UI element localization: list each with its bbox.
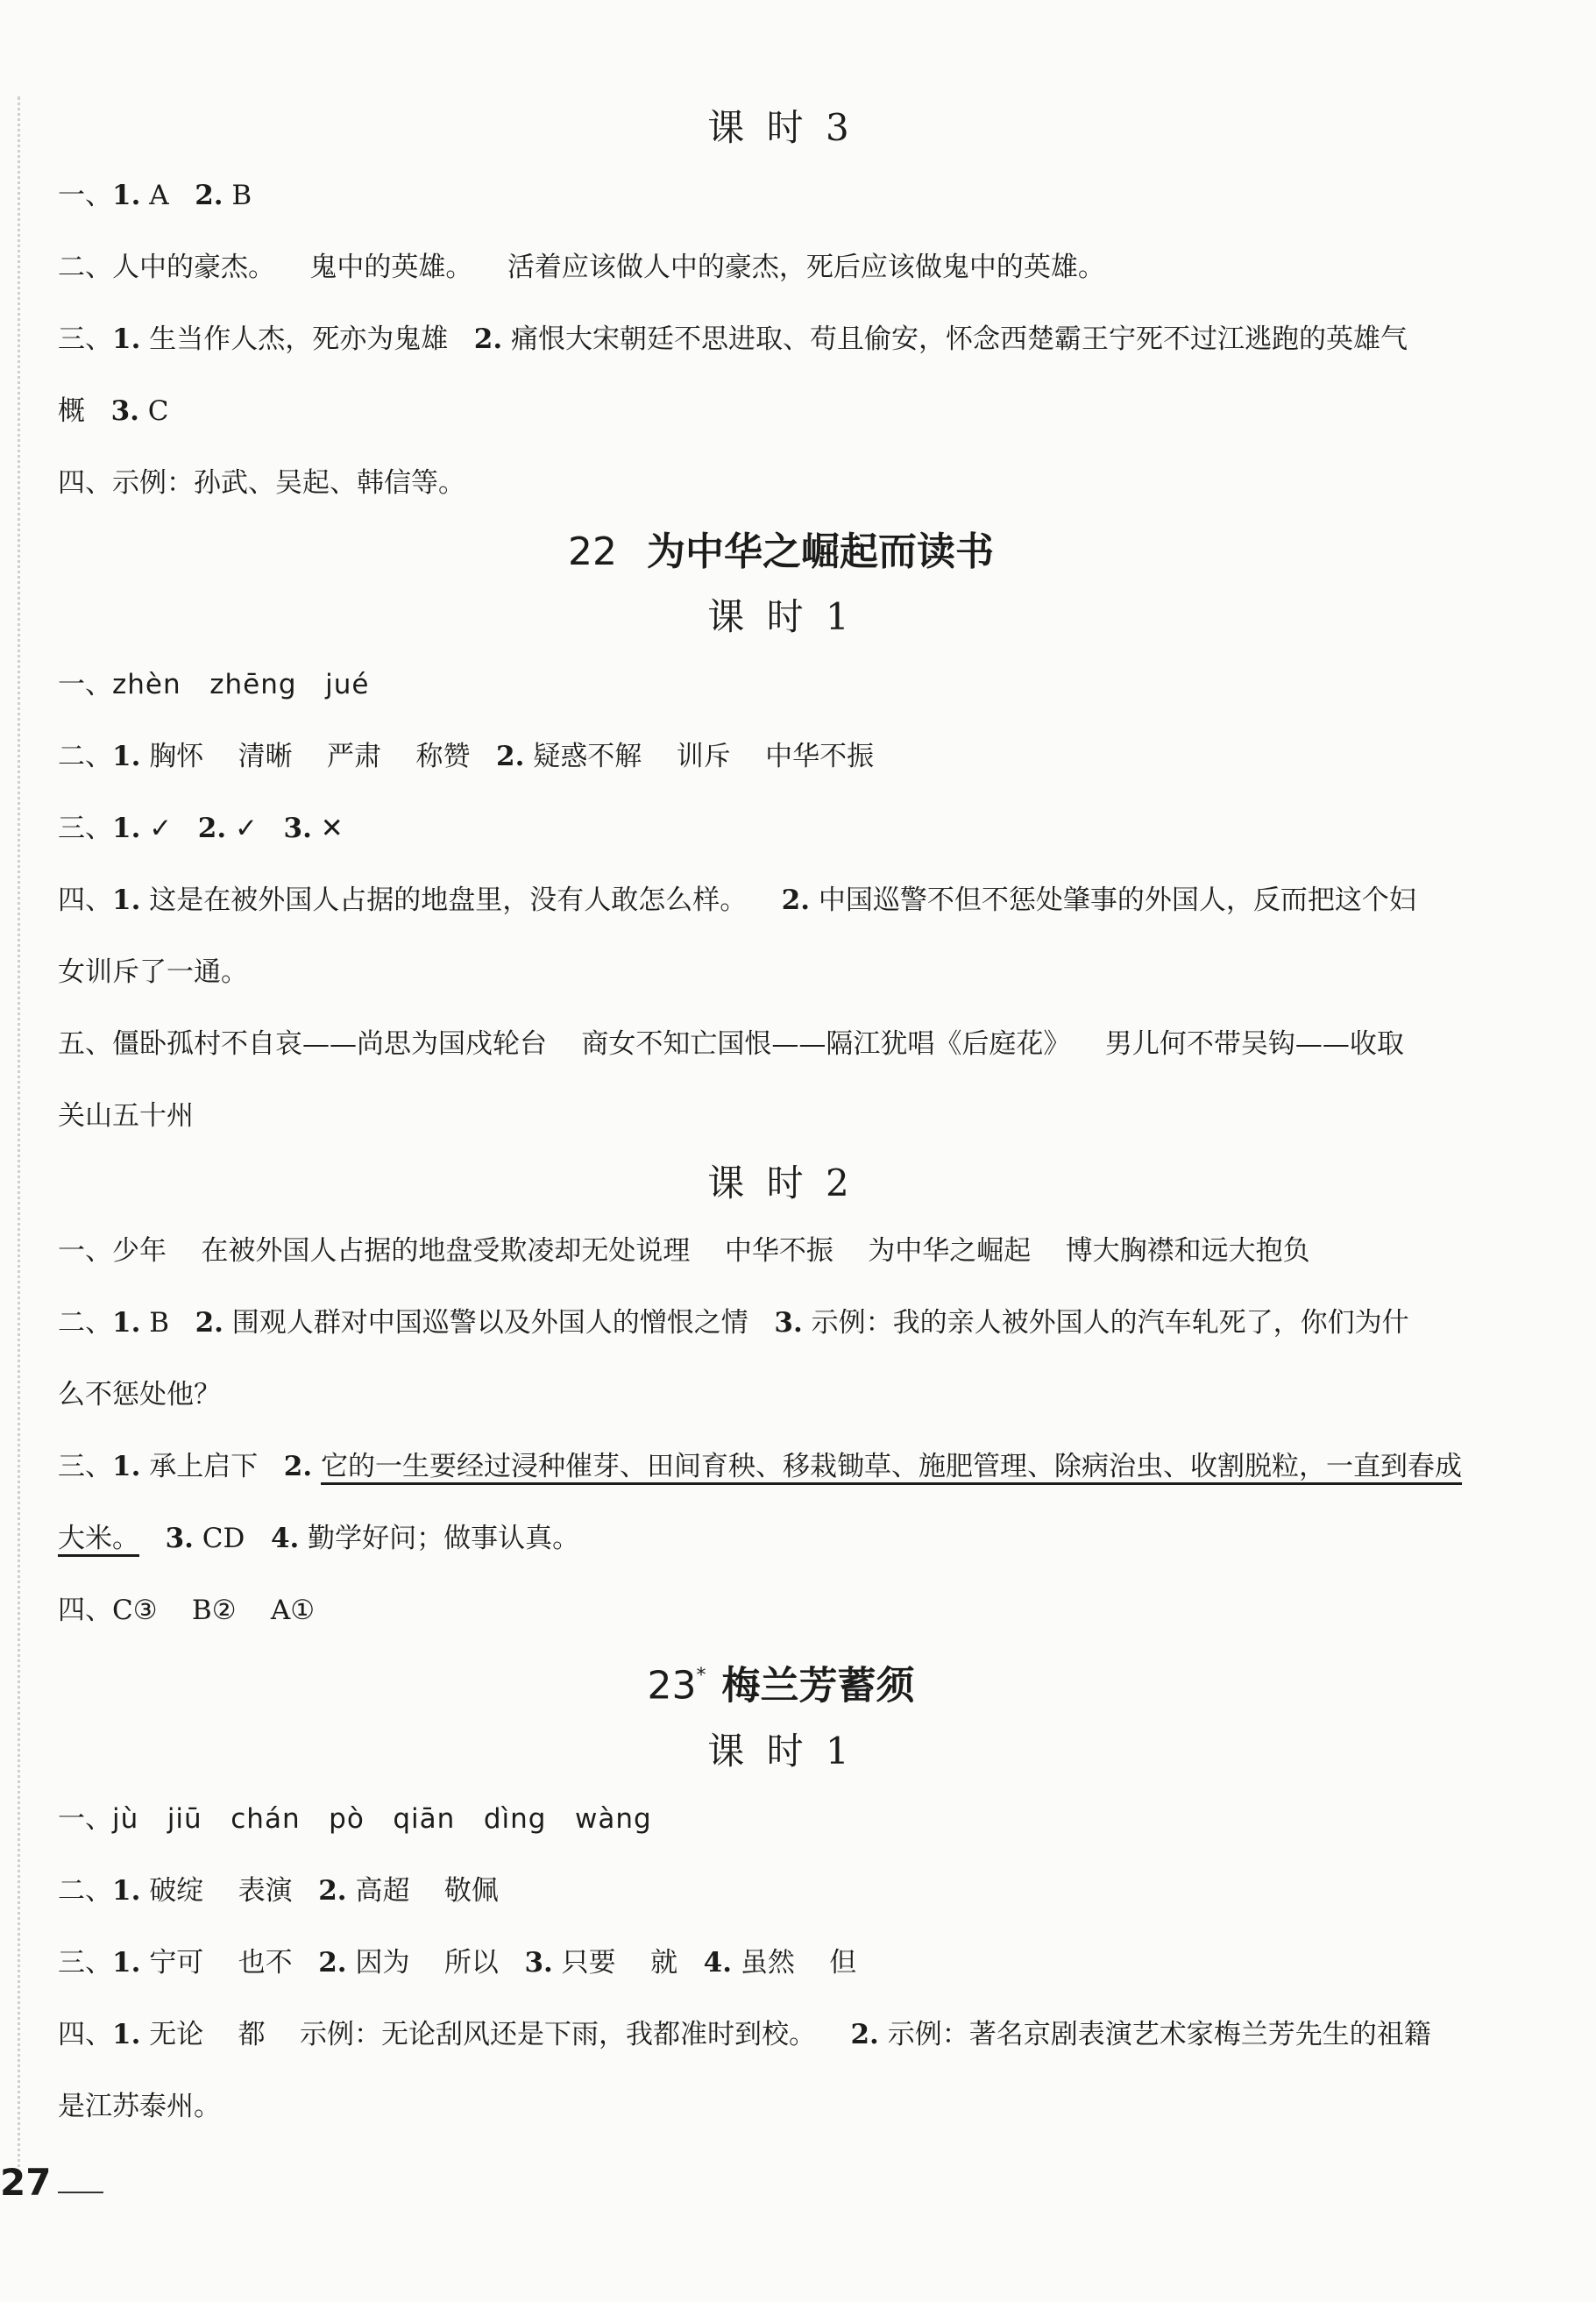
answer-line (58, 864, 1504, 936)
answer-text: ✓ (140, 813, 198, 844)
item-number: 2. (496, 741, 525, 772)
answer-text: 三、 (58, 1946, 112, 1979)
answer-text: 女训斥了一通。 (58, 956, 248, 988)
answer-text: 宁可 也不 (140, 1946, 319, 1979)
item-number: 2. (197, 813, 227, 844)
item-number: 2. (781, 885, 811, 916)
underlined-answer: 大米。 (58, 1523, 139, 1554)
item-number: 2. (195, 180, 223, 211)
answer-text: 因为 所以 (346, 1946, 525, 1979)
answer-text: CD (193, 1523, 271, 1554)
answer-line (58, 447, 1504, 519)
answer-text: 勤学好问；做事认真。 (299, 1523, 580, 1554)
answer-line (58, 231, 1504, 303)
top-spacer (58, 0, 1504, 96)
answer-text: 高超 敬佩 (346, 1874, 499, 1907)
item-number: 4. (703, 1946, 733, 1979)
item-number: 3. (774, 1307, 803, 1339)
answer-text: 四、示例：孙武、吴起、韩信等。 (58, 467, 465, 499)
answer-line (58, 1080, 1504, 1152)
item-number: 1. (112, 885, 141, 916)
answer-text (139, 1523, 166, 1554)
answer-content (58, 96, 1504, 2142)
answer-text: ✓ (226, 813, 284, 844)
section-number: 22 (568, 529, 617, 574)
answer-text: 三、 (58, 813, 112, 844)
answer-text: 二、 (58, 1307, 112, 1339)
answer-text: B (223, 180, 252, 211)
answer-text: 概 (58, 395, 111, 427)
answer-line (58, 2071, 1504, 2142)
page-number: 27 (0, 2161, 52, 2204)
item-number: 1. (112, 1946, 141, 1979)
item-number: 1. (112, 1307, 141, 1339)
answer-text: 五、僵卧孤村不自哀——尚思为国戍轮台 商女不知亡国恨——隔江犹唱《后庭花》 男儿何不带吴钩——收取 (58, 1028, 1404, 1060)
answer-text: 四、 (58, 2018, 112, 2050)
answer-text (312, 1451, 321, 1482)
lesson-heading: 课 时 3 (707, 106, 855, 149)
item-number: 2. (473, 323, 503, 355)
pinyin-answer: zhèn zhēng jué (112, 669, 370, 700)
answer-line (58, 1359, 1504, 1431)
section-heading (58, 519, 1504, 586)
answer-line (58, 1431, 1504, 1503)
answer-text: 关山五十州 (58, 1100, 194, 1132)
answer-text: A (140, 180, 195, 211)
answer-text: 是江苏泰州。 (58, 2090, 221, 2122)
answer-line (58, 1999, 1504, 2071)
answer-text: 一、 (58, 1802, 112, 1835)
lesson-heading: 课 时 2 (707, 1162, 855, 1204)
answer-line (58, 792, 1504, 864)
answer-text: 胸怀 清晰 严肃 称赞 (140, 741, 497, 772)
answer-line (58, 160, 1504, 231)
answer-text: 三、 (58, 1451, 112, 1482)
section-star-mark: * (696, 1665, 706, 1687)
answer-text: 围观人群对中国巡警以及外国人的憎恨之情 (223, 1307, 775, 1339)
answer-line (58, 303, 1504, 375)
section-heading (58, 1646, 1504, 1720)
answer-text: 一、 (58, 669, 112, 700)
answer-line (58, 375, 1504, 447)
item-number: 2. (318, 1946, 347, 1979)
answer-text: 二、人中的豪杰。 鬼中的英雄。 活着应该做人中的豪杰，死后应该做鬼中的英雄。 (58, 252, 1105, 283)
answer-text: B (140, 1307, 195, 1339)
answer-page (58, 0, 1504, 2142)
underlined-answer: 它的一生要经过浸种催芽、田间育秧、移栽锄草、施肥管理、除病治虫、收割脱粒，一直到春成 (321, 1451, 1463, 1482)
answer-text: 二、 (58, 741, 112, 772)
answer-text: ✕ (311, 813, 344, 844)
item-number: 3. (165, 1523, 194, 1554)
answer-line (58, 1008, 1504, 1080)
item-number: 2. (195, 1307, 223, 1339)
item-number: 4. (270, 1523, 300, 1554)
answer-line (58, 1287, 1504, 1359)
answer-text: 一、少年 在被外国人占据的地盘受欺凌却无处说理 中华不振 为中华之崛起 博大胸襟和远大抱负 (58, 1235, 1310, 1267)
answer-text: 二、 (58, 1874, 112, 1907)
answer-text: 示例：著名京剧表演艺术家梅兰芳先生的祖籍 (878, 2018, 1431, 2050)
item-number: 1. (112, 1874, 141, 1907)
binding-margin-line (18, 96, 20, 2174)
answer-line (58, 1574, 1504, 1646)
answer-text: 示例：我的亲人被外国人的汽车轧死了，你们为什 (802, 1307, 1409, 1339)
answer-line (58, 1855, 1504, 1927)
answer-line (58, 936, 1504, 1008)
item-number: 1. (112, 323, 141, 355)
answer-line (58, 1783, 1504, 1855)
section-title-text: 梅兰芳蓄须 (721, 1663, 915, 1709)
answer-line (58, 1503, 1504, 1574)
answer-text: 生当作人杰，死亦为鬼雄 (140, 323, 474, 355)
answer-text: 么不惩处他？ (58, 1379, 221, 1410)
item-number: 3. (110, 395, 139, 427)
answer-line (58, 1215, 1504, 1287)
item-number: 1. (112, 180, 141, 211)
answer-text: 痛恨大宋朝廷不思进取、苟且偷安，怀念西楚霸王宁死不过江逃跑的英雄气 (502, 323, 1408, 355)
answer-text: 这是在被外国人占据的地盘里，没有人敢怎么样。 (140, 885, 782, 916)
item-number: 1. (112, 2018, 141, 2050)
answer-text: 承上启下 (140, 1451, 284, 1482)
answer-text: 虽然 但 (732, 1946, 857, 1979)
answer-text: 四、 (58, 885, 112, 916)
answer-line (58, 1927, 1504, 1999)
lesson-heading: 课 时 1 (707, 595, 855, 638)
item-number: 1. (112, 741, 141, 772)
answer-line (58, 649, 1504, 721)
answer-text: C (138, 395, 169, 427)
item-number: 2. (850, 2018, 879, 2050)
answer-line (58, 721, 1504, 792)
item-number: 3. (283, 813, 312, 844)
item-number: 2. (283, 1451, 313, 1482)
item-number: 3. (524, 1946, 553, 1979)
answer-text: 中国巡警不但不惩处肇事的外国人，反而把这个妇 (810, 885, 1416, 916)
answer-text: 四、C③ B② A① (58, 1595, 316, 1626)
section-title-text: 为中华之崛起而读书 (647, 529, 994, 574)
pinyin-answer: jù jiū chán pò qiān dìng wàng (112, 1802, 652, 1835)
item-number: 2. (318, 1874, 347, 1907)
lesson-heading: 课 时 1 (707, 1729, 855, 1773)
answer-text: 破绽 表演 (140, 1874, 319, 1907)
page-number-dash (58, 2192, 103, 2193)
item-number: 1. (112, 1451, 141, 1482)
section-number: 23 (647, 1663, 697, 1709)
answer-text: 三、 (58, 323, 112, 355)
answer-text: 只要 就 (552, 1946, 704, 1979)
answer-text: 一、 (58, 180, 112, 211)
answer-text: 疑惑不解 训斥 中华不振 (524, 741, 875, 772)
answer-text: 无论 都 示例：无论刮风还是下雨，我都准时到校。 (140, 2018, 851, 2050)
item-number: 1. (112, 813, 141, 844)
